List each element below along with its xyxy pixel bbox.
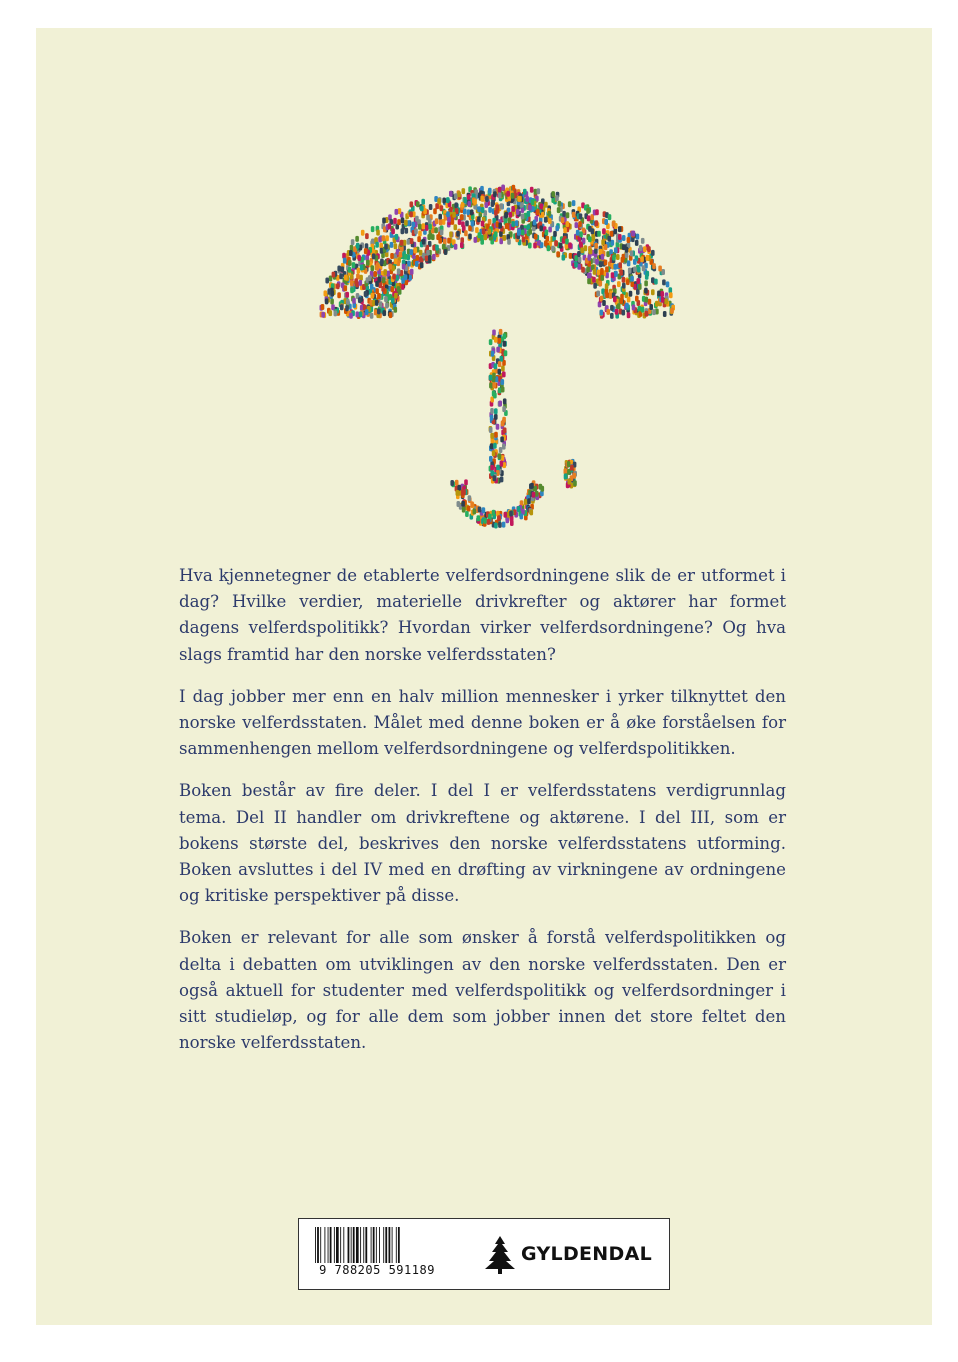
blurb-paragraph-2: I dag jobber mer enn en halv million mennesker i yrker tilknyttet den norske velferdsstaten. Målet med denne boken er å øke forståelsen for sammenhengen mellom velferdsordningene og velferdspolitikken. xyxy=(179,686,786,759)
blurb-paragraph-1: Hva kjennetegner de etablerte velferdsordningene slik de er utformet i dag? Hvilke verdier, materielle drivkrefter og aktører har formet dagens velferdspolitikk? Hvordan virker velferdsordningene? Og hva slags framtid har den norske velferdsstaten? xyxy=(179,566,786,664)
isbn-number: 9 788205 591189 xyxy=(311,1263,443,1277)
umbrella-illustration xyxy=(298,156,698,556)
blurb-paragraph-4: Boken er relevant for alle som ønsker å forstå velferdspolitikken og delta i debatten om utviklingen av den norske velferdsstaten. Den er også aktuell for studenter med velferdspolitikk og velferdsordninger i sitt studieløp, og for alle dem som jobber innen det store feltet den norske velferdsstaten. xyxy=(179,928,786,1053)
blurb-text xyxy=(179,563,786,1072)
tree-icon xyxy=(485,1236,515,1274)
barcode-publisher-box xyxy=(298,1218,670,1290)
blurb-paragraph-3: Boken består av fire deler. I del I er velferdsstatens verdigrunnlag tema. Del II handler om drivkreftene og aktørene. I del III, som er bokens største del, beskrives den norske velferdsstatens utforming. Boken avsluttes i del IV med en drøfting av virkningene av ordningene og kritiske perspektiver på disse. xyxy=(179,781,786,906)
back-cover xyxy=(36,28,932,1325)
publisher-logo: GYLDENDAL xyxy=(521,1243,652,1265)
